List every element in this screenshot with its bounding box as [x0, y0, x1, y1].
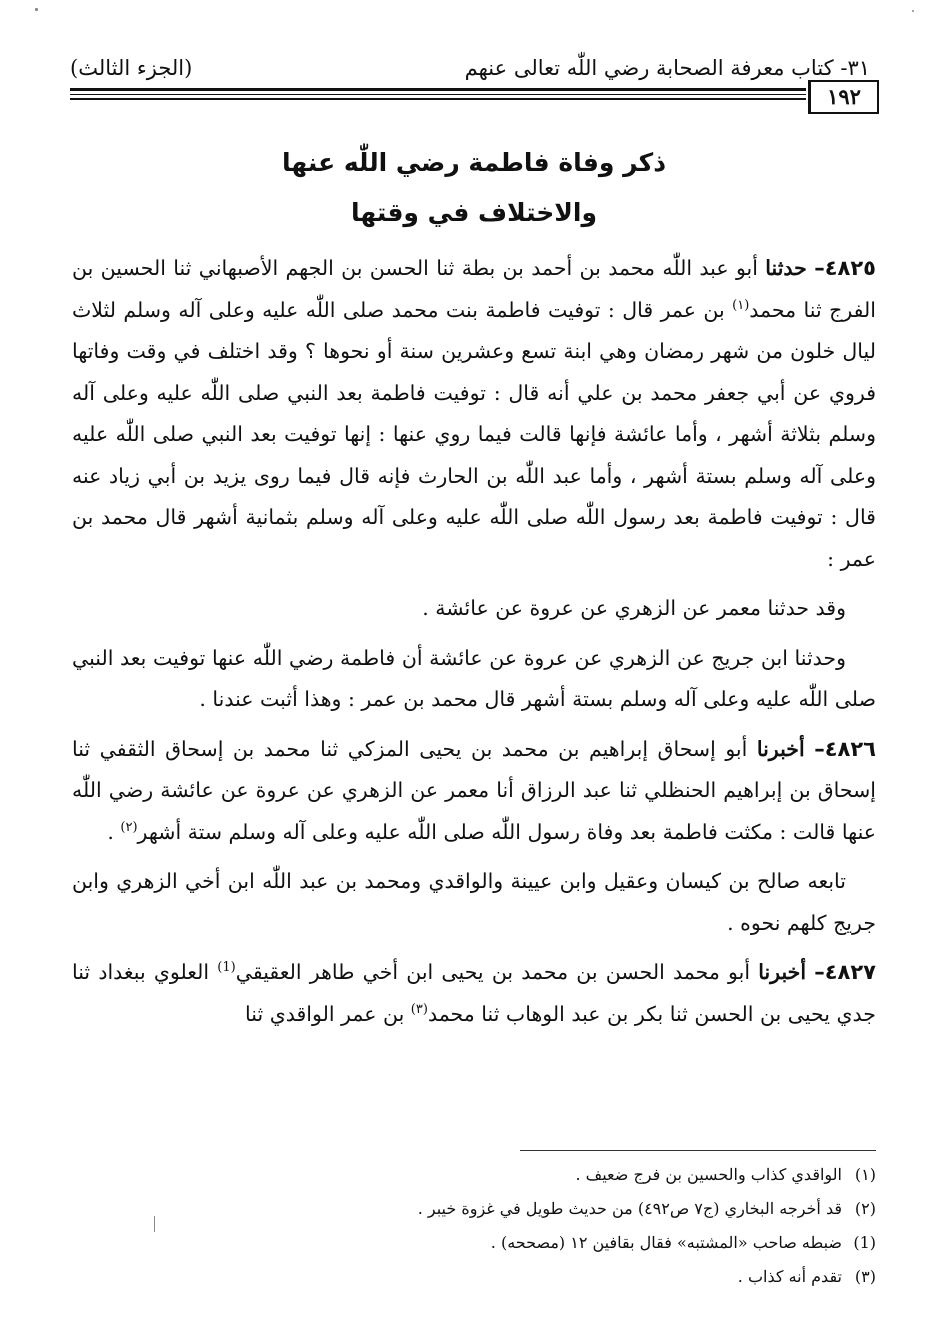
footnote-ref: (٢)	[120, 819, 138, 835]
header-rule	[70, 88, 806, 91]
footnote-marker: (1)	[853, 1233, 876, 1252]
hadith-number: ٤٨٢٧–	[814, 960, 876, 984]
paragraph: وحدثنا ابن جريج عن الزهري عن عروة عن عائشة أن فاطمة رضي اللّٰه عنها توفيت بعد النبي صلى اللّٰه عليه وعلى آله وسلم بستة أشهر قال محمد بن عمر : وهذا أثبت عندنا .	[72, 645, 876, 711]
footnote-marker: (٣)	[854, 1267, 876, 1286]
paragraph: وقد حدثنا معمر عن الزهري عن عروة عن عائشة .	[422, 596, 846, 620]
hadith-lead-word: أخبرنا	[758, 960, 807, 984]
hadith-text: أبو محمد الحسن بن محمد بن يحيى ابن أخي طاهر العقيقي	[235, 960, 759, 984]
header-rule	[70, 98, 806, 100]
hadith-4827	[72, 952, 876, 1035]
footnote-ref: (1)	[217, 960, 236, 976]
footnote-text: ضبطه صاحب «المشتبه» فقال بقافين ١٢ (مصححه) .	[490, 1233, 842, 1252]
hadith-4825	[72, 248, 876, 580]
hadith-text: بن عمر الواقدي ثنا	[245, 1001, 411, 1026]
running-header	[70, 52, 878, 88]
hadith-4826	[72, 729, 876, 854]
footnote-ref: (١)	[732, 297, 750, 313]
footnote-text: الواقدي كذاب والحسين بن فرج ضعيف .	[575, 1165, 842, 1184]
hadith-text: .	[107, 819, 121, 844]
book-title: ٣١- كتاب معرفة الصحابة رضي اللّٰه تعالى عنهم	[464, 56, 870, 80]
scan-speck	[154, 1216, 155, 1232]
footnote	[250, 1192, 876, 1226]
footnotes	[250, 1158, 876, 1294]
hadith-text: أبو عبد اللّٰه محمد بن أحمد بن بطة ثنا الحسن بن الجهم الأصبهاني ثنا الحسين بن الفرج ثنا محمد	[72, 256, 876, 322]
section-subtitle: والاختلاف في وقتها	[350, 198, 598, 227]
footnote-marker: (١)	[854, 1165, 876, 1184]
footnote-text: قد أخرجه البخاري (ج٧ ص٤٩٢) من حديث طويل في غزوة خيبر .	[417, 1199, 842, 1218]
hadith-text: العلوي ببغداد ثنا جدي يحيى بن الحسن ثنا بكر بن عبد الوهاب ثنا محمد	[72, 960, 876, 1026]
footnote-ref: (٣)	[410, 1001, 428, 1017]
header-rule	[70, 94, 806, 95]
hadith-lead-word: أخبرنا	[756, 736, 805, 761]
volume-label: (الجزء الثالث)	[70, 56, 193, 80]
hadith-number: ٤٨٢٦–	[814, 736, 876, 761]
page-number: ١٩٢	[808, 80, 879, 114]
hadith-text: بن عمر قال : توفيت فاطمة بنت محمد صلى اللّٰه عليه وعلى آله وسلم لثلاث ليال خلون من شهر رمضان وهي ابنة تسع وعشرين سنة أو نحوها ؟ وقد اختلف في وقت وفاتها فروي عن أبي جعفر محمد بن علي أنه قال : توفيت فاطمة بعد النبي صلى اللّٰه عليه وعلى آله وسلم بثلاثة أشهر ، وأما عائشة فإنها قالت فيما روي عنها : إنها توفيت بعد النبي صلى اللّٰه عليه وعلى آله وسلم بستة أشهر ، وأما عبد اللّٰه بن الحارث فإنه قال فيما روى يزيد بن أبي زياد عنه قال : توفيت فاطمة بعد رسول اللّٰه صلى اللّٰه عليه وعلى آله وسلم بثمانية أشهر قال محمد بن عمر :	[72, 297, 876, 571]
hadith-number: ٤٨٢٥–	[814, 256, 876, 280]
paragraph: تابعه صالح بن كيسان وعقيل وابن عيينة والواقدي ومحمد بن عبد اللّٰه ابن أخي الزهري وابن جريج كلهم نحوه .	[72, 869, 876, 935]
section-title: ذكر وفاة فاطمة رضي اللّٰه عنها	[281, 148, 667, 177]
footnote-separator	[520, 1150, 876, 1151]
hadith-text: أبو إسحاق إبراهيم بن محمد بن يحيى المزكي ثنا محمد بن إسحاق الثقفي ثنا إسحاق بن إبراهيم الحنظلي ثنا عبد الرزاق أنا معمر عن الزهري عن عروة عن عائشة رضي اللّٰه عنها قالت : مكثت فاطمة بعد وفاة رسول اللّٰه صلى اللّٰه عليه وعلى آله وسلم ستة أشهر	[72, 736, 876, 844]
footnote	[250, 1158, 876, 1192]
footnote	[250, 1260, 876, 1294]
body-text	[72, 248, 876, 1043]
hadith-lead-word: حدثنا	[765, 256, 807, 280]
footnote-text: تقدم أنه كذاب .	[737, 1267, 842, 1286]
footnote-marker: (٢)	[854, 1199, 876, 1218]
scan-speck	[912, 10, 914, 12]
footnote	[250, 1226, 876, 1260]
scan-speck	[35, 8, 38, 11]
